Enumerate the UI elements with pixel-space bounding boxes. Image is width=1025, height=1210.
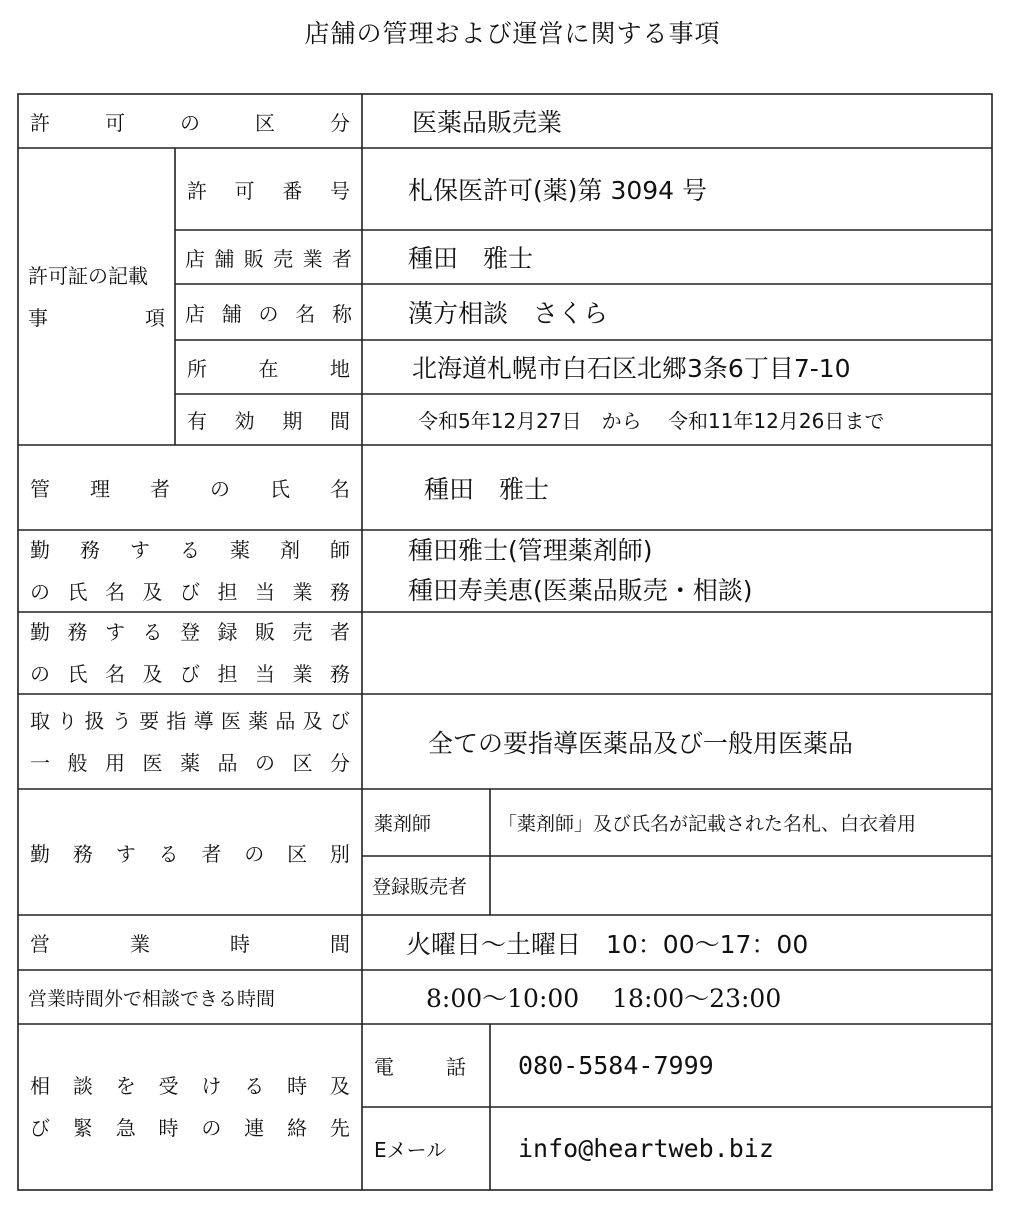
store-name-label [175,284,362,340]
label-char: 時 [230,932,250,956]
label-char: 急 [115,1116,136,1140]
label-char: 及 [302,708,323,733]
label-char: 名 [330,477,350,501]
registered-sellers-label-line-2 [30,653,350,694]
email-value: info@heartweb.biz [518,1134,774,1163]
label-char: 品 [275,708,296,733]
phone-label [362,1024,490,1107]
pharmacists-label-line-2 [30,571,350,612]
registered-sellers-label [18,612,362,694]
label-char: 在 [258,356,279,381]
label-char: 番 [282,178,303,203]
label-char: び [180,580,200,604]
label-char: 品 [217,750,238,775]
permit-number-label [175,148,362,230]
staff-registered-seller-value [490,856,992,915]
validity-label [175,394,362,445]
manager-label [18,445,362,530]
permit-category-value: 医薬品販売業 [412,108,563,137]
label-char: 医 [220,708,241,733]
label-char: 緊 [72,1116,93,1140]
staff-pharmacist-value: 「薬剤師」及び氏名が記載された名札、白衣着用 [498,813,917,835]
label-char: 医 [142,750,163,775]
label-char: 時 [158,1116,179,1140]
label-char: 業 [292,580,313,604]
label-char: 営 [30,932,50,956]
label-char: す [130,538,150,562]
label-char: 者 [331,246,352,271]
address-value: 北海道札幌市白石区北郷3条6丁目7-10 [412,354,851,383]
label-char: 務 [330,662,350,686]
label-char: り [57,708,78,733]
label-char: 可 [105,110,125,135]
label-char: 担 [217,580,238,604]
seller-label [175,230,362,284]
label-char: 絡 [287,1116,308,1140]
label-char: 氏 [270,477,290,501]
label-char: 店 [185,301,205,326]
label-char: 及 [142,580,163,604]
contact-label-line-1 [30,1065,350,1107]
pharmacists-value [362,530,992,612]
seller-value: 種田 雅士 [408,244,534,273]
label-char: 氏 [67,662,88,686]
label-char: け [201,1074,222,1098]
label-char: 区 [255,110,275,135]
label-char: 名 [105,662,125,686]
label-char: 話 [446,1055,466,1079]
label-char: 要 [139,708,160,733]
validity-value: 令和5年12月27日 から 令和11年12月26日まで [418,409,885,433]
label-char: 管 [30,477,50,501]
label-char: 及 [142,662,163,686]
label-char: 者 [150,477,170,501]
label-char: 剤 [280,538,300,562]
label-char: 効 [234,409,255,433]
label-char: 指 [166,708,187,733]
label-char: 分 [330,110,350,135]
label-char: 者 [201,841,222,866]
label-char: 薬 [248,708,269,733]
label-char: 師 [330,538,350,562]
label-char: の [210,477,230,501]
label-char: 区 [292,750,313,775]
pharmacist-1: 種田雅士(管理薬剤師) [408,536,653,565]
label-char: る [244,1074,265,1098]
consultation-hours-value: 8:00～10:00 18:00～23:00 [426,984,782,1013]
label-char: 務 [72,841,93,866]
label-char: 相 [30,1074,50,1098]
label-char: 薬 [180,750,200,775]
label-char: 理 [90,477,110,501]
drug-categories-label-line-1 [30,700,350,742]
label-char: 事 [28,305,48,330]
label-char: 一 [30,750,50,775]
label-char: び [329,708,350,733]
label-char: 氏 [67,580,88,604]
label-char: び [180,662,200,686]
label-char: 間 [330,932,350,956]
address-label [175,340,362,394]
permit-info-label-line-1: 許可証の記載 [28,263,148,288]
label-char: 業 [292,662,313,686]
label-char: 地 [330,356,350,381]
label-char: 舗 [214,246,235,271]
label-char: 売 [273,246,294,271]
pharmacist-2: 種田寿美恵(医薬品販売・相談) [408,576,753,605]
label-char: の [244,841,265,866]
label-char: の [258,301,279,326]
drug-categories-label [18,694,362,789]
email-label: Eメール [374,1138,447,1162]
label-char: 務 [330,580,350,604]
label-char: 許 [30,110,50,135]
business-hours-label [18,915,362,970]
label-char: 舗 [221,301,242,326]
label-char: 電 [374,1055,394,1079]
label-char: 業 [302,246,323,271]
label-char: る [180,538,200,562]
label-char: 受 [158,1074,179,1098]
label-char: を [115,1074,136,1098]
pharmacists-label [18,530,362,612]
label-char: 項 [145,305,165,330]
label-char: 区 [287,841,308,866]
label-char: 薬 [230,538,250,562]
pharmacists-label-line-1 [30,530,350,571]
label-char: の [201,1116,222,1140]
label-char: 称 [332,301,352,326]
permit-info-label [18,148,175,445]
staff-distinction-label [18,789,362,915]
drug-categories-value: 全ての要指導医薬品及び一般用医薬品 [428,728,854,758]
label-char: す [105,620,125,644]
label-char: 業 [130,932,150,956]
permit-number-value: 札保医許可(薬)第 3094 号 [408,176,708,205]
permit-category-label [18,94,362,148]
label-char: 売 [292,620,313,644]
label-char: 店 [185,246,205,271]
label-char: 当 [255,580,275,604]
consultation-hours-label: 営業時間外で相談できる時間 [28,987,276,1010]
label-char: 販 [255,620,275,644]
label-char: 号 [329,178,350,203]
label-char: の [30,662,50,686]
contact-label-line-2 [30,1107,350,1149]
label-char: の [255,750,275,775]
label-char: 所 [187,356,207,381]
store-name-value: 漢方相談 さくら [408,299,609,328]
label-char: 担 [217,662,238,686]
label-char: 勤 [30,538,50,562]
label-char: 般 [67,750,88,775]
label-char: 名 [295,301,316,326]
label-char: 分 [330,750,350,775]
label-char: 導 [193,708,214,733]
label-char: 談 [72,1074,93,1098]
label-char: 当 [255,662,275,686]
label-char: 先 [329,1116,350,1140]
label-char: 可 [234,178,255,203]
page-title: 店舗の管理および運営に関する事項 [304,19,721,48]
label-char: う [111,708,132,733]
label-char: 扱 [84,708,105,733]
label-char: 取 [30,708,50,733]
label-char: 務 [80,538,100,562]
registered-sellers-label-line-1 [30,612,350,653]
label-char: 名 [105,580,125,604]
label-char: す [115,841,136,866]
label-char: 者 [330,620,350,644]
label-char: び [30,1116,50,1140]
label-char: 用 [105,750,125,775]
business-hours-value: 火曜日～土曜日 10：00～17：00 [406,929,809,959]
contact-label [18,1024,362,1190]
label-char: の [30,580,50,604]
label-char: る [142,620,163,644]
label-char: の [180,110,200,135]
drug-categories-label-line-2 [30,742,350,784]
label-char: 録 [217,620,238,644]
label-char: 期 [282,409,303,433]
registered-sellers-value [362,612,992,694]
label-char: 時 [287,1074,308,1098]
label-char: 登 [180,620,200,644]
label-char: 別 [329,841,350,866]
label-char: 連 [244,1116,265,1140]
permit-info-label-line-2 [28,297,165,339]
label-char: 許 [187,178,207,203]
label-char: 及 [329,1074,350,1098]
label-char: 間 [329,409,350,433]
staff-registered-seller-label: 登録販売者 [372,876,468,898]
label-char: 務 [67,620,88,644]
phone-value: 080-5584-7999 [518,1051,714,1080]
label-char: 勤 [30,620,50,644]
manager-value: 種田 雅士 [424,474,550,504]
label-char: 勤 [30,841,50,866]
label-char: 有 [187,409,207,433]
label-char: 販 [243,246,264,271]
staff-pharmacist-label: 薬剤師 [374,813,432,835]
label-char: る [158,841,179,866]
